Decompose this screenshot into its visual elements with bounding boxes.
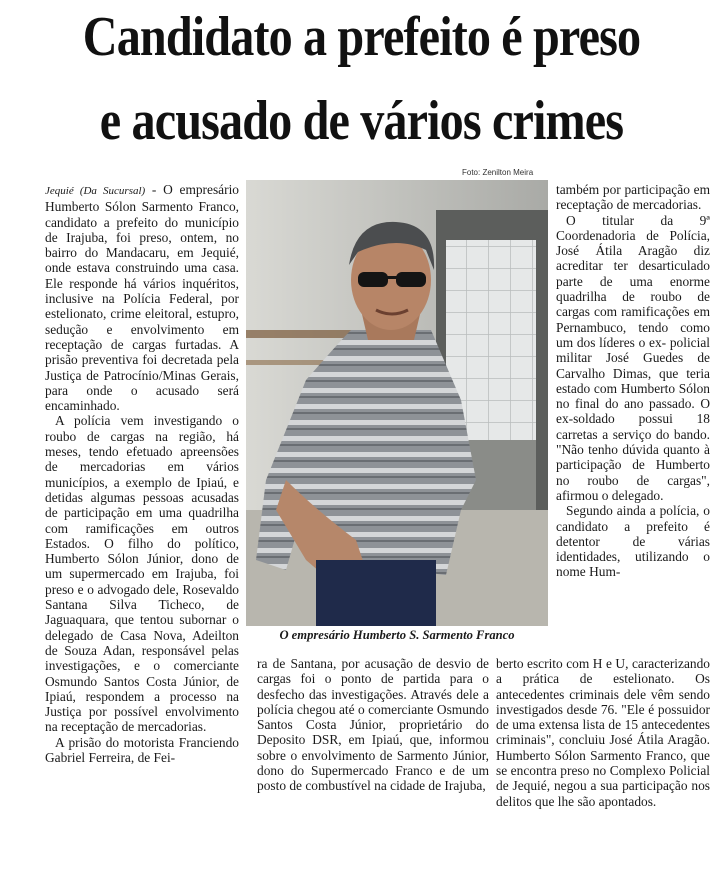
headline-line-2: e acusado de vários crimes [99, 90, 624, 152]
photo-credit: Foto: Zenilton Meira [462, 168, 534, 177]
article-column-2 [257, 656, 489, 871]
article-dateline: Jequié (Da Sucursal) [45, 185, 146, 197]
article-paragraph: também por participação em receptação de mercadorias. [556, 182, 710, 213]
article-paragraph: berto escrito com H e U, caracterizando a prática de estelionato. Os antecedentes criminais dele vêm sendo investigados desde 76. "Ele é possuidor de uma extensa lista de 15 antecedentes criminais", concluiu José Átila Aragão. Humberto Sólon Sarmento Franco, que se encontra preso no Complexo Policial de Jequié, negou a sua participação nos delitos que lhe são apontados. [496, 656, 710, 809]
man-portrait-photo [246, 180, 548, 626]
article-column-3-upper [556, 182, 710, 656]
article-column-3-lower [496, 656, 710, 871]
article-paragraph: Segundo ainda a polícia, o candidato a prefeito é detentor de várias identidades, utilizando o nome Hum- [556, 503, 710, 580]
article-lead-text: - O empresário Humberto Sólon Sarmento Franco, candidato a prefeito do município de Irajuba, foi preso, ontem, no bairro do Mandacaru, em Jequié, onde estava construindo uma casa. Ele responde há vários inquéritos, inclusive na Polícia Federal, por estelionato, crime eleitoral, estupro, sedução e envolvimento em receptação de cargas furtadas. A prisão preventiva foi decretada pela Justiça de Patrocínio/Minas Gerais, para onde o acusado será encaminhado. [45, 182, 239, 414]
photo-caption: O empresário Humberto S. Sarmento Franco [279, 628, 515, 642]
headline-line-1: Candidato a prefeito é preso [82, 6, 641, 68]
article-paragraph [45, 182, 239, 413]
article-column-1 [45, 182, 239, 867]
article-paragraph: A prisão do motorista Franciendo Gabriel Ferreira, de Fei- [45, 734, 239, 765]
article-photo [246, 180, 548, 626]
article-paragraph: A polícia vem investigando o roubo de cargas na região, há meses, tendo efetuado apreensões de mercadorias em vários municípios, a exemplo de Ipiaú, e detidas algumas pessoas acusadas de participação em uma quadrilha com ramificações em outros Estados. O filho do político, Humberto Sólon Júnior, dono de um supermercado em Irajuba, foi preso e o advogado dele, Rosevaldo Santana Silva Ticheco, de Jaguaquara, que tentou subornar o delegado de Casa Nova, Adeilton de Souza Adan, responsável pelas investigações, e o comerciante Osmundo Santos Costa Júnior, de Ipiaú, respondem a processo na Justiça por possível envolvimento na receptação de mercadorias. [45, 413, 239, 735]
article-paragraph: O titular da 9ª Coordenadoria de Polícia, José Átila Aragão diz acreditar ter desarticulado parte de uma enorme quadrilha de roubo de cargas com ramificações em Pernambuco, tendo como um dos líderes o ex- policial militar José Guedes de Carvalho Dimas, que teria estado com Humberto Sólon no final do ano passado. O ex-soldado possui 18 carretas a serviço do bando. "Não tenho dúvida quanto à participação de Humberto no roubo de cargas", afirmou o delegado. [556, 212, 710, 503]
article-paragraph: ra de Santana, por acusação de desvio de cargas foi o ponto de partida para o desfecho das investigações. Através dele a polícia chegou até o comerciante Osmundo Santos Costa Júnior, proprietário do Deposito DSR, em Ipiaú, que, informou sobre o envolvimento de Sarmento Júnior, dono do Supermercado Franco e de um posto de combustível na cidade de Irajuba, [257, 656, 489, 794]
